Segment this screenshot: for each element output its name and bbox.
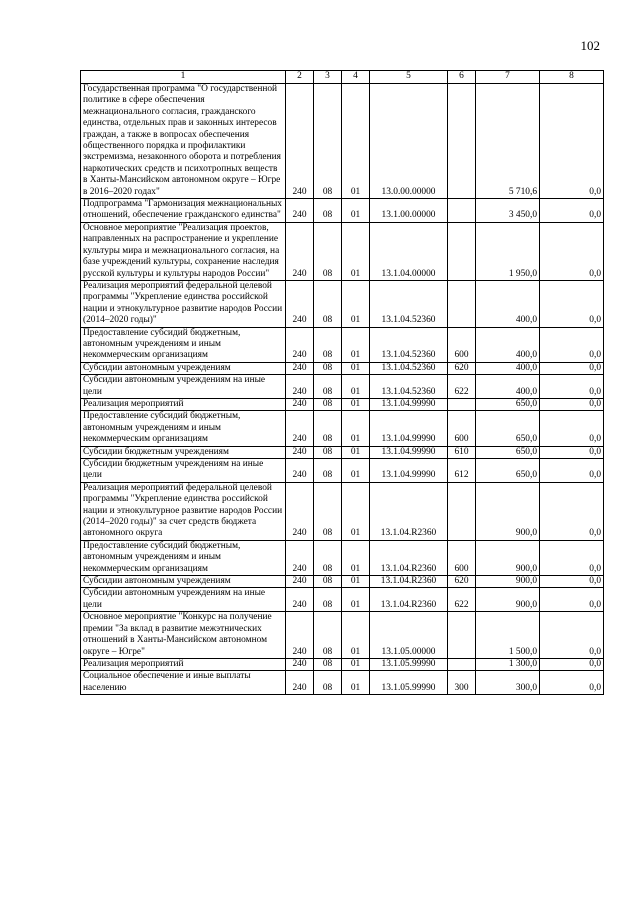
cell-amount-2: 0,0 [540,84,604,199]
cell-expense-type [448,612,476,659]
cell-section: 08 [314,482,342,540]
table-row [81,398,604,410]
cell-admin-code: 240 [286,459,314,483]
cell-section: 08 [314,398,342,410]
cell-expense-type: 600 [448,327,476,362]
cell-amount: 900,0 [476,482,540,540]
cell-section: 08 [314,658,342,670]
table-row [81,612,604,659]
column-header: 2 [286,71,314,84]
cell-expense-type: 600 [448,540,476,575]
cell-amount: 3 450,0 [476,199,540,223]
cell-subsection: 01 [342,459,370,483]
cell-expense-type [448,222,476,280]
cell-subsection: 01 [342,222,370,280]
cell-target-article: 13.1.00.00000 [370,199,448,223]
column-header: 5 [370,71,448,84]
row-name: Субсидии автономным учреждениям [81,362,286,374]
cell-expense-type [448,398,476,410]
cell-target-article: 13.1.05.00000 [370,612,448,659]
cell-amount: 1 950,0 [476,222,540,280]
cell-admin-code: 240 [286,280,314,327]
cell-target-article: 13.0.00.00000 [370,84,448,199]
cell-amount: 400,0 [476,280,540,327]
cell-subsection: 01 [342,411,370,446]
cell-amount-2: 0,0 [540,280,604,327]
cell-section: 08 [314,446,342,458]
cell-section: 08 [314,588,342,612]
cell-section: 08 [314,612,342,659]
cell-amount-2: 0,0 [540,576,604,588]
cell-section: 08 [314,375,342,399]
cell-target-article: 13.1.04.52360 [370,362,448,374]
row-name: Предоставление субсидий бюджетным, автономным учреждениям и иным некоммерческим организациям [81,327,286,362]
row-name: Реализация мероприятий федеральной целевой программы "Укрепление единства российской нации и этнокультурное развитие народов России (2014–2020 годы)" за счет средств бюджета автономного округа [81,482,286,540]
cell-subsection: 01 [342,482,370,540]
cell-subsection: 01 [342,446,370,458]
row-name: Субсидии бюджетным учреждениям [81,446,286,458]
cell-section: 08 [314,671,342,695]
row-name: Субсидии бюджетным учреждениям на иные цели [81,459,286,483]
cell-target-article: 13.1.04.R2360 [370,482,448,540]
cell-subsection: 01 [342,671,370,695]
cell-expense-type: 612 [448,459,476,483]
cell-target-article: 13.1.04.99990 [370,411,448,446]
row-name: Предоставление субсидий бюджетным, автономным учреждениям и иным некоммерческим организациям [81,411,286,446]
cell-target-article: 13.1.04.99990 [370,459,448,483]
cell-subsection: 01 [342,658,370,670]
cell-admin-code: 240 [286,362,314,374]
cell-expense-type: 620 [448,362,476,374]
cell-amount-2: 0,0 [540,540,604,575]
cell-amount: 650,0 [476,459,540,483]
cell-target-article: 13.1.04.52360 [370,375,448,399]
cell-target-article: 13.1.04.R2360 [370,588,448,612]
page-number: 102 [580,38,600,53]
cell-target-article: 13.1.04.52360 [370,280,448,327]
cell-target-article: 13.1.04.R2360 [370,540,448,575]
cell-amount: 400,0 [476,362,540,374]
cell-subsection: 01 [342,612,370,659]
cell-amount: 5 710,6 [476,84,540,199]
cell-amount-2: 0,0 [540,459,604,483]
cell-target-article: 13.1.05.99990 [370,671,448,695]
table-row [81,375,604,399]
cell-target-article: 13.1.04.99990 [370,446,448,458]
table-row [81,588,604,612]
row-name: Реализация мероприятий федеральной целевой программы "Укрепление единства российской нации и этнокультурное развитие народов России (2014–2020 годы)" [81,280,286,327]
cell-expense-type: 600 [448,411,476,446]
cell-expense-type [448,658,476,670]
table-header-row [81,71,604,84]
cell-section: 08 [314,459,342,483]
cell-amount-2: 0,0 [540,658,604,670]
table-row [81,482,604,540]
cell-expense-type: 622 [448,375,476,399]
cell-amount-2: 0,0 [540,327,604,362]
cell-amount: 400,0 [476,327,540,362]
table-row [81,671,604,695]
cell-amount: 400,0 [476,375,540,399]
cell-amount-2: 0,0 [540,362,604,374]
cell-admin-code: 240 [286,398,314,410]
cell-target-article: 13.1.04.R2360 [370,576,448,588]
table-row [81,576,604,588]
cell-amount: 900,0 [476,588,540,612]
table-row [81,222,604,280]
cell-section: 08 [314,540,342,575]
row-name: Социальное обеспечение и иные выплаты населению [81,671,286,695]
cell-amount-2: 0,0 [540,222,604,280]
cell-amount-2: 0,0 [540,482,604,540]
cell-expense-type [448,280,476,327]
cell-expense-type [448,84,476,199]
column-header: 3 [314,71,342,84]
cell-admin-code: 240 [286,540,314,575]
cell-admin-code: 240 [286,482,314,540]
cell-subsection: 01 [342,398,370,410]
cell-admin-code: 240 [286,612,314,659]
cell-expense-type: 620 [448,576,476,588]
cell-subsection: 01 [342,375,370,399]
cell-admin-code: 240 [286,671,314,695]
cell-section: 08 [314,199,342,223]
cell-subsection: 01 [342,84,370,199]
cell-amount: 300,0 [476,671,540,695]
row-name: Предоставление субсидий бюджетным, автономным учреждениям и иным некоммерческим организациям [81,540,286,575]
cell-section: 08 [314,411,342,446]
cell-amount-2: 0,0 [540,612,604,659]
row-name: Основное мероприятие "Конкурс на получение премии "За вклад в развитие межэтнических отношений в Ханты-Мансийском автономном округе – Югре" [81,612,286,659]
cell-amount: 900,0 [476,576,540,588]
cell-expense-type [448,199,476,223]
column-header: 4 [342,71,370,84]
cell-admin-code: 240 [286,375,314,399]
row-name: Подпрограмма "Гармонизация межнациональных отношений, обеспечение гражданского единства" [81,199,286,223]
cell-admin-code: 240 [286,658,314,670]
column-header: 8 [540,71,604,84]
column-header: 6 [448,71,476,84]
table-row [81,327,604,362]
cell-subsection: 01 [342,588,370,612]
cell-subsection: 01 [342,280,370,327]
row-name: Реализация мероприятий [81,658,286,670]
cell-expense-type: 610 [448,446,476,458]
cell-target-article: 13.1.05.99990 [370,658,448,670]
cell-subsection: 01 [342,540,370,575]
cell-section: 08 [314,327,342,362]
cell-amount-2: 0,0 [540,411,604,446]
cell-amount-2: 0,0 [540,446,604,458]
cell-amount: 650,0 [476,398,540,410]
cell-amount-2: 0,0 [540,671,604,695]
cell-admin-code: 240 [286,199,314,223]
cell-target-article: 13.1.04.00000 [370,222,448,280]
cell-target-article: 13.1.04.99990 [370,398,448,410]
cell-subsection: 01 [342,199,370,223]
column-header: 1 [81,71,286,84]
cell-admin-code: 240 [286,446,314,458]
table-row [81,199,604,223]
cell-admin-code: 240 [286,576,314,588]
table-row [81,540,604,575]
cell-target-article: 13.1.04.52360 [370,327,448,362]
cell-amount: 900,0 [476,540,540,575]
cell-section: 08 [314,576,342,588]
row-name: Субсидии автономным учреждениям на иные цели [81,375,286,399]
cell-admin-code: 240 [286,588,314,612]
cell-section: 08 [314,222,342,280]
cell-admin-code: 240 [286,327,314,362]
cell-amount: 1 300,0 [476,658,540,670]
cell-subsection: 01 [342,576,370,588]
table-row [81,362,604,374]
cell-expense-type [448,482,476,540]
cell-section: 08 [314,280,342,327]
cell-amount: 650,0 [476,446,540,458]
column-header: 7 [476,71,540,84]
budget-table [80,70,604,695]
table-row [81,446,604,458]
cell-admin-code: 240 [286,84,314,199]
row-name: Субсидии автономным учреждениям [81,576,286,588]
row-name: Реализация мероприятий [81,398,286,410]
cell-amount-2: 0,0 [540,398,604,410]
row-name: Основное мероприятие "Реализация проектов, направленных на распространение и укрепление культуры мира и межнационального согласия, на базе учреждений культуры, сохранение наследия русской культуры и культуры народов России" [81,222,286,280]
cell-section: 08 [314,84,342,199]
row-name: Государственная программа "О государственной политике в сфере обеспечения межнационального согласия, гражданского единства, отдельных прав и законных интересов граждан, а также в вопросах обеспечения общественного порядка и профилактики экстремизма, незаконного оборота и потребления наркотических средств и психотропных веществ в Ханты-Мансийском автономном округе – Югре в 2016–2020 годах" [81,84,286,199]
cell-amount: 650,0 [476,411,540,446]
table-body [81,84,604,695]
cell-expense-type: 300 [448,671,476,695]
table-row [81,84,604,199]
table-row [81,411,604,446]
cell-amount-2: 0,0 [540,588,604,612]
cell-section: 08 [314,362,342,374]
cell-expense-type: 622 [448,588,476,612]
table-row [81,658,604,670]
cell-admin-code: 240 [286,411,314,446]
cell-amount: 1 500,0 [476,612,540,659]
cell-amount-2: 0,0 [540,375,604,399]
cell-admin-code: 240 [286,222,314,280]
table-row [81,459,604,483]
table-row [81,280,604,327]
cell-subsection: 01 [342,362,370,374]
cell-amount-2: 0,0 [540,199,604,223]
cell-subsection: 01 [342,327,370,362]
row-name: Субсидии автономным учреждениям на иные цели [81,588,286,612]
